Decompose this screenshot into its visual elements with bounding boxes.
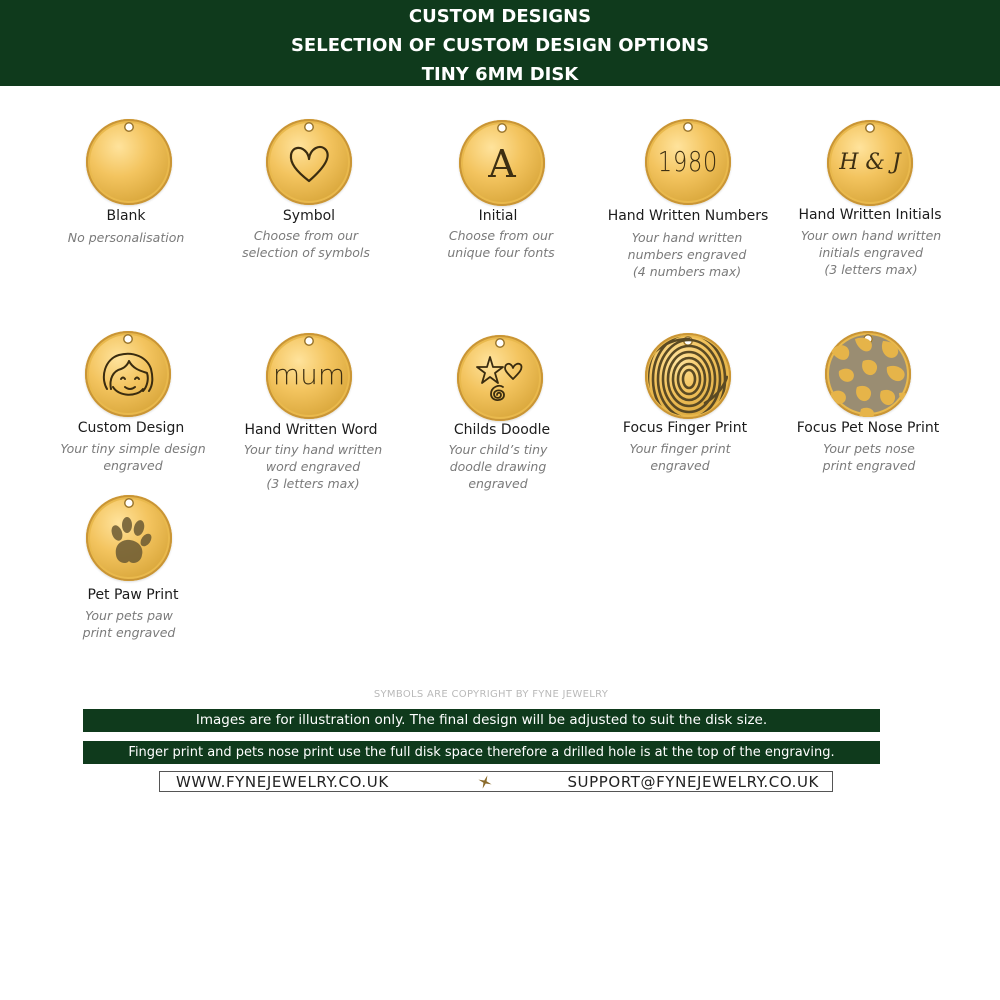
full-disk-notice-banner: Finger print and pets nose print use the full disk space therefore a drilled hole is at the top of the engraving. [83,741,880,764]
desc-line: print engraved [822,458,916,473]
desc-line: Choose from our [253,228,359,243]
desc-line: numbers engraved [627,247,747,262]
girl-face-icon [85,331,171,417]
desc-line: Your hand written [631,230,743,245]
paw-print-icon [86,495,172,581]
desc-line: Your pets nose [823,441,915,456]
nose-print-icon [825,331,911,417]
desc-line: Your pets paw [85,608,173,623]
support-email-link[interactable]: SUPPORT@FYNEJEWELRY.CO.UK [567,773,819,791]
copyright-notice: SYMBOLS ARE COPYRIGHT BY FYNE JEWELRY [373,689,609,700]
desc-line: unique four fonts [447,245,555,260]
desc-line: engraved [650,458,710,473]
desc-line: Your child’s tiny [448,442,548,457]
option-title: Focus Finger Print [622,420,748,436]
header-subtitle: SELECTION OF CUSTOM DESIGN OPTIONS [290,35,710,56]
option-title: Hand Written Word [244,422,378,438]
option-title: Custom Design [77,420,185,436]
option-title: Initial [478,208,518,224]
option-title: Focus Pet Nose Print [796,420,940,436]
option-title: Hand Written Numbers [607,208,769,224]
desc-line: doodle drawing [449,459,547,474]
desc-line: (3 letters max) [824,262,918,277]
desc-line: initials engraved [818,245,924,260]
desc-line: Your tiny hand written [243,442,383,457]
disc-engraving: A [488,142,516,186]
desc-line: word engraved [265,459,361,474]
desc-line: Your own hand written [800,228,942,243]
option-title: Symbol [282,208,336,224]
option-title: Blank [106,208,146,224]
contact-footer [159,771,833,792]
desc-line: engraved [468,476,528,491]
option-title: Pet Paw Print [87,587,179,603]
illustration-notice-banner: Images are for illustration only. The final design will be adjusted to suit the disk size. [83,709,880,732]
desc-line: print engraved [82,625,176,640]
desc-line: Your finger print [629,441,731,456]
option-description [570,440,790,474]
desc-line: (4 numbers max) [632,264,742,279]
word-disc [266,333,352,419]
disc-engraving: 1980 [657,145,719,178]
option-description [196,227,416,261]
desc-line: (3 letters max) [266,476,360,491]
heart-icon [266,119,352,205]
numbers-disc [645,119,731,205]
option-title: Hand Written Initials [798,207,942,223]
blank-disc-icon [86,119,172,205]
option-description [19,607,239,641]
initial-letter-disc [459,120,545,206]
option-description [761,227,981,278]
initials-disc [827,120,913,206]
disc-engraving: mum [272,358,346,391]
header-title: CUSTOM DESIGNS [408,6,592,27]
fingerprint-icon [645,333,731,419]
header-banner [0,0,1000,86]
star-icon [477,774,493,790]
desc-line: Choose from our [448,228,554,243]
desc-line: selection of symbols [242,245,370,260]
desc-line: Your tiny simple design [60,441,206,456]
desc-line: engraved [103,458,163,473]
website-link[interactable]: WWW.FYNEJEWELRY.CO.UK [176,773,389,791]
option-description [759,440,979,474]
doodle-icon [457,335,543,421]
disc-engraving: H & J [839,150,901,175]
desc-line: No personalisation [67,230,185,245]
option-title: Childs Doodle [453,422,551,438]
header-size: TINY 6MM DISK [421,64,579,85]
